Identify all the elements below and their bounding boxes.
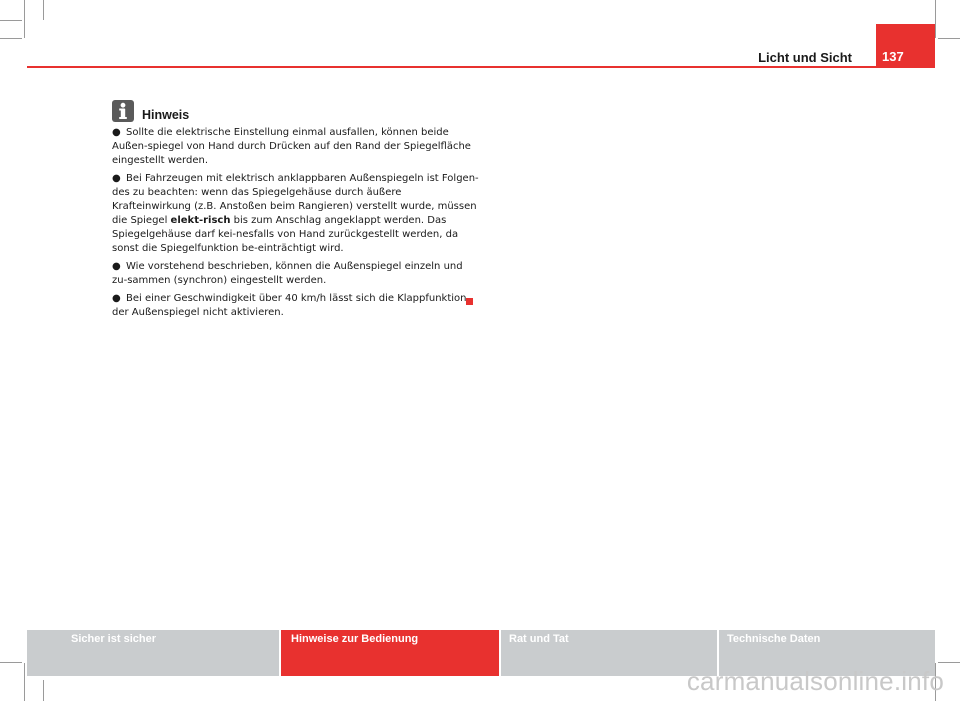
- crop-mark: [43, 680, 44, 701]
- note-bullet-2: [112, 172, 480, 256]
- bullet-marker: ●: [112, 293, 121, 304]
- nav-tab-technische-daten[interactable]: Technische Daten: [719, 630, 935, 676]
- note-bullet-4: [112, 292, 480, 320]
- note-box: [112, 98, 480, 324]
- crop-mark: [938, 38, 960, 39]
- page-number-box: [876, 24, 935, 68]
- header-rule: [27, 66, 935, 68]
- crop-mark: [24, 0, 25, 38]
- crop-mark: [0, 20, 22, 21]
- chapter-title: Licht und Sicht: [758, 50, 852, 65]
- crop-mark: [24, 663, 25, 701]
- note-header: [112, 98, 480, 122]
- bullet-text: Bei Fahrzeugen mit elektrisch anklappbaren Außenspiegeln ist Folgen-des zu beachten: wenn das Spiegelgehäuse durch äußere Krafteinwirkung (z.B. Anstoßen beim Rangieren) verstellt wurde, müssen die Spiegel: [112, 173, 479, 226]
- bullet-marker: ●: [112, 261, 121, 272]
- nav-tab-rat-und-tat[interactable]: Rat und Tat: [501, 630, 717, 676]
- nav-tab-hinweise-zur-bedienung[interactable]: Hinweise zur Bedienung: [281, 630, 499, 676]
- crop-mark: [43, 0, 44, 20]
- crop-mark: [938, 662, 960, 663]
- note-title: Hinweis: [142, 108, 190, 122]
- nav-tab-sicher-ist-sicher[interactable]: Sicher ist sicher: [27, 630, 279, 676]
- bullet-text: Sollte die elektrische Einstellung einmal ausfallen, können beide Außen-spiegel von Hand durch Drücken auf den Rand der Spiegelfläche eingestellt werden.: [112, 127, 471, 166]
- bullet-text: Wie vorstehend beschrieben, können die Außenspiegel einzeln und zu-sammen (synchron) eingestellt werden.: [112, 261, 463, 286]
- watermark: carmanualsonline.info: [686, 666, 944, 696]
- page-number: 137: [882, 49, 904, 64]
- bullet-text-continued: bis zum Anschlag angeklappt werden. Das Spiegelgehäuse darf kei-nesfalls von Hand zurückgestellt werden, da sonst die Spiegelfunktion be-einträchtigt wird.: [112, 215, 459, 254]
- crop-mark: [935, 0, 936, 38]
- section-end-marker: [466, 298, 473, 305]
- bullet-text: Bei einer Geschwindigkeit über 40 km/h lässt sich die Klappfunktion der Außenspiegel nicht aktivieren.: [112, 293, 467, 318]
- bullet-emphasis: elekt-risch: [170, 215, 231, 226]
- bullet-marker: ●: [112, 173, 121, 184]
- bullet-marker: ●: [112, 127, 121, 138]
- crop-mark: [0, 662, 22, 663]
- info-person-icon: [112, 100, 134, 122]
- note-bullet-3: [112, 260, 480, 288]
- note-bullet-1: [112, 126, 480, 168]
- crop-mark: [0, 38, 22, 39]
